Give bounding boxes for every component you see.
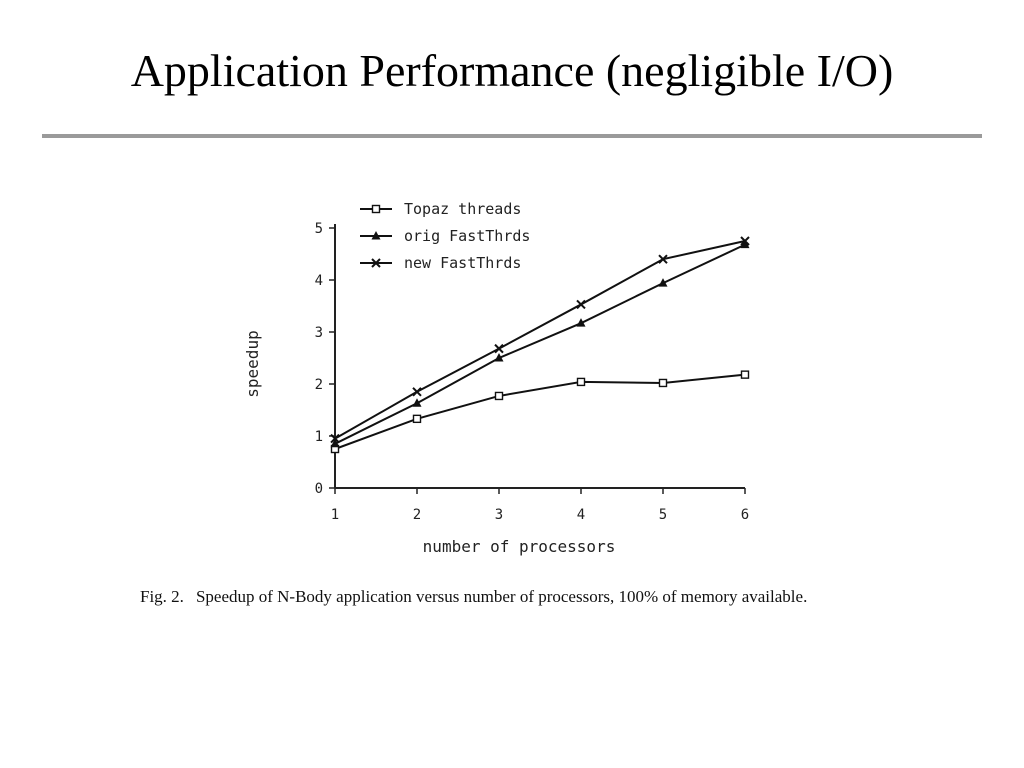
y-tick-label: 0 — [314, 481, 323, 497]
data-point-square-marker — [660, 379, 667, 386]
legend-label: new FastThrds — [404, 254, 522, 272]
figure-caption-text: Speedup of N-Body application versus number of processors, 100% of memory available. — [195, 587, 808, 606]
data-point-square-marker — [578, 378, 585, 385]
data-point-x-marker — [495, 345, 503, 353]
figure-caption — [140, 585, 880, 609]
chart-series-markers — [331, 237, 750, 453]
y-tick-label: 2 — [314, 377, 323, 393]
data-point-square-marker — [742, 371, 749, 378]
legend-label: orig FastThrds — [404, 227, 531, 245]
data-point-x-marker — [413, 388, 421, 396]
chart-legend — [360, 200, 530, 272]
series-line-1 — [335, 375, 745, 449]
series-line-2 — [335, 245, 745, 444]
x-tick-label: 3 — [494, 507, 504, 523]
x-tick-label: 5 — [658, 507, 668, 523]
legend-square-marker — [373, 206, 380, 213]
x-tick-label: 1 — [330, 507, 340, 523]
chart-series-lines — [335, 241, 745, 449]
y-tick-label: 5 — [314, 221, 323, 237]
data-point-square-marker — [414, 415, 421, 422]
x-tick-label: 2 — [412, 507, 422, 523]
data-point-square-marker — [496, 392, 503, 399]
x-tick-label: 4 — [576, 507, 586, 523]
slide-title: Application Performance (negligible I/O) — [130, 45, 894, 96]
y-tick-label: 4 — [314, 273, 323, 289]
chart-axes — [335, 224, 745, 488]
legend-label: Topaz threads — [404, 200, 522, 218]
y-tick-label: 3 — [314, 325, 323, 341]
y-tick-label: 1 — [314, 429, 323, 445]
figure-caption-label: Fig. 2. — [140, 587, 184, 606]
y-axis-label: speedup — [243, 330, 262, 398]
data-point-x-marker — [577, 300, 585, 308]
x-tick-label: 6 — [740, 507, 750, 523]
x-axis-label: number of processors — [422, 537, 616, 556]
